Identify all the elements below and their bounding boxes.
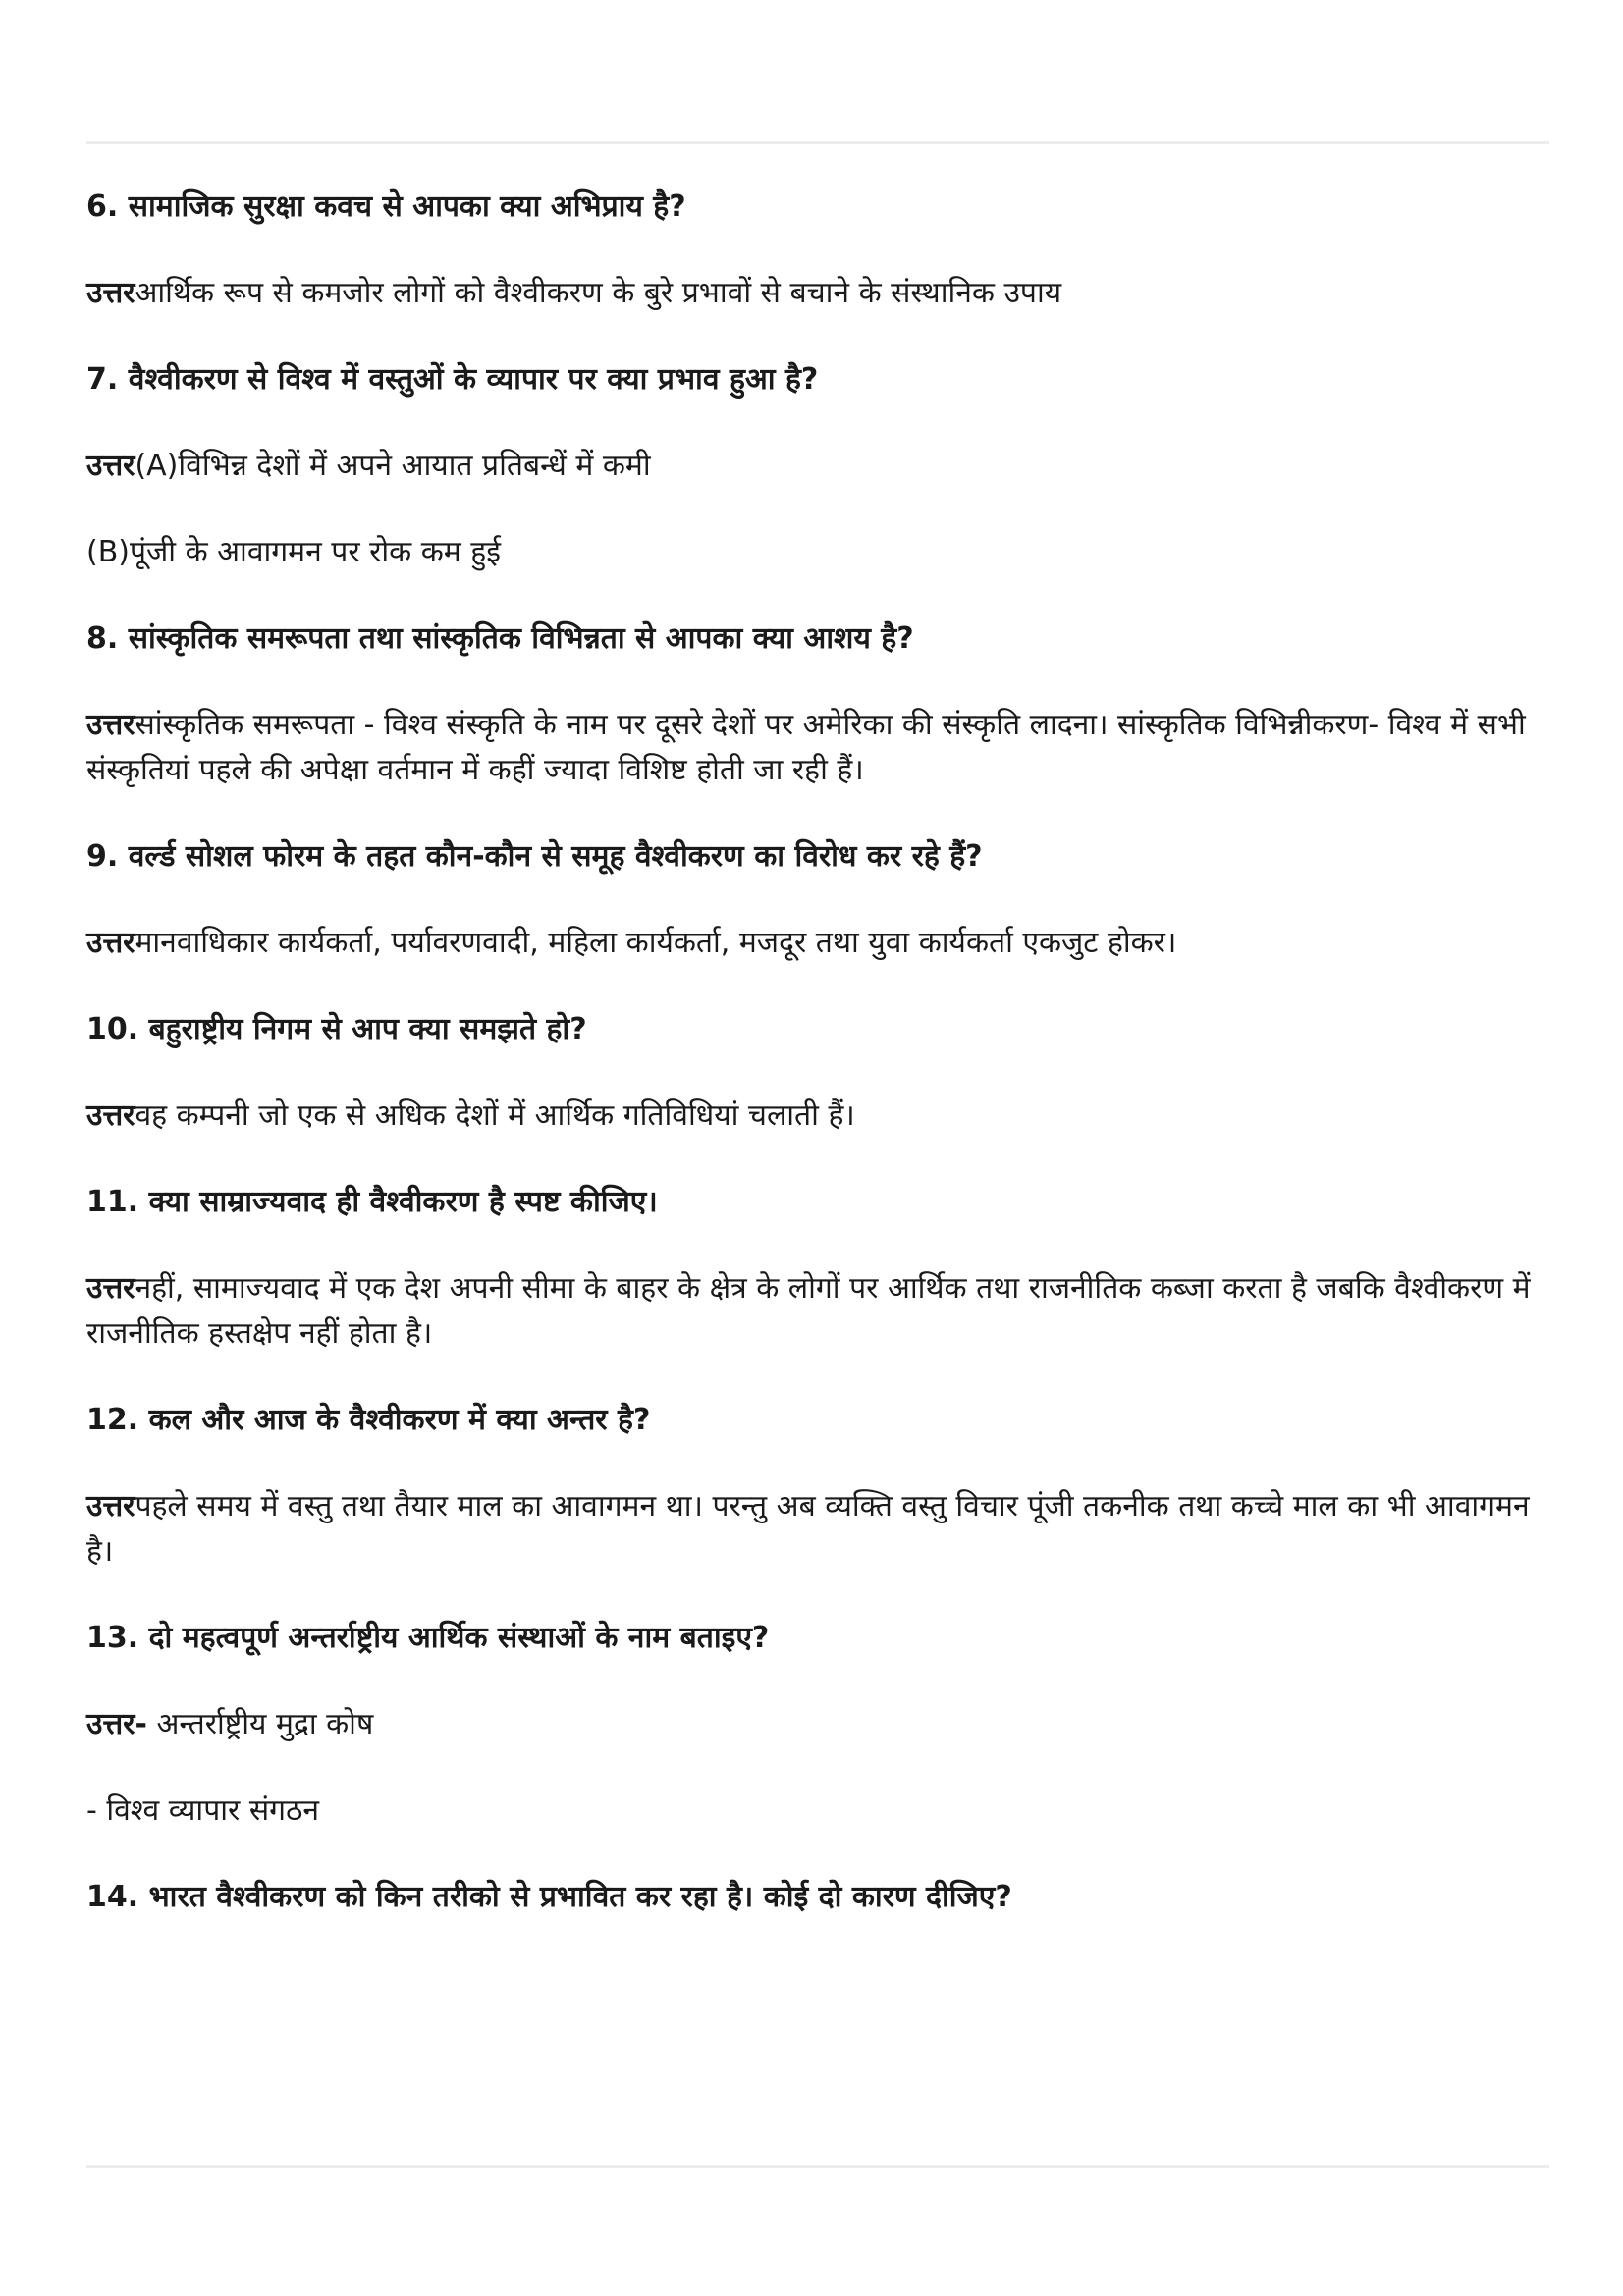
question-13: 13. दो महत्वपूर्ण अन्तर्राष्ट्रीय आर्थिक संस्थाओं के नाम बताइए? [86,1621,770,1655]
top-divider [86,141,1549,144]
answer-label: उत्तर [86,708,135,742]
question-10: 10. बहुराष्ट्रीय निगम से आप क्या समझते हो? [86,1012,587,1046]
answer-13b [86,1789,1540,1834]
answer-text: सांस्कृतिक समरूपता - विश्व संस्कृति के नाम पर दूसरे देशों पर अमेरिका की संस्कृति लादना। सांस्कृतिक विभिन्नीकरण- विश्व में सभी संस्कृतियां पहले की अपेक्षा वर्तमान में कहीं ज्यादा विशिष्ट होती जा रही हैं। [86,708,1526,787]
answer-6 [86,271,1540,316]
answer-7b [86,530,1540,575]
answer-label: उत्तर [86,276,135,310]
answer-text: (B)पूंजी के आवागमन पर रोक कम हुई [86,535,501,569]
bottom-divider [86,2165,1549,2168]
qa-content [86,185,1540,1961]
question-9: 9. वर्ल्ड सोशल फोरम के तहत कौन-कौन से समूह वैश्वीकरण का विरोध कर रहे हैं? [86,839,983,874]
question-11: 11. क्या साम्राज्यवाद ही वैश्वीकरण है स्पष्ट कीजिए। [86,1185,658,1219]
answer-text: पहले समय में वस्तु तथा तैयार माल का आवागमन था। परन्तु अब व्यक्ति वस्तु विचार पूंजी तकनीक तथा कच्चे माल का भी आवागमन है। [86,1489,1530,1569]
answer-text: - विश्व व्यापार संगठन [86,1793,320,1828]
question-6: 6. सामाजिक सुरक्षा कवच से आपका क्या अभिप्राय है? [86,189,686,224]
answer-text: आर्थिक रूप से कमजोर लोगों को वैश्वीकरण के बुरे प्रभावों से बचाने के संस्थानिक उपाय [135,276,1062,310]
question-8: 8. सांस्कृतिक समरूपता तथा सांस्कृतिक विभिन्नता से आपका क्या आशय है? [86,621,914,656]
answer-text: अन्तर्राष्ट्रीय मुद्रा कोष [146,1707,374,1741]
answer-text: मानवाधिकार कार्यकर्ता, पर्यावरणवादी, महिला कार्यकर्ता, मजदूर तथा युवा कार्यकर्ता एकजुट होकर। [135,926,1177,960]
answer-11 [86,1266,1540,1357]
answer-10 [86,1094,1540,1139]
answer-13a [86,1702,1540,1747]
answer-8 [86,703,1540,793]
answer-text: नहीं, सामाज्यवाद में एक देश अपनी सीमा के बाहर के क्षेत्र के लोगों पर आर्थिक तथा राजनीतिक कब्जा करता है जबकि वैश्वीकरण में राजनीतिक हस्तक्षेप नहीं होता है। [86,1271,1531,1351]
answer-label: उत्तर [86,1489,135,1523]
answer-label: उत्तर [86,1098,135,1133]
answer-text: (A)विभिन्न देशों में अपने आयात प्रतिबन्धें में कमी [135,449,651,483]
question-12: 12. कल और आज के वैश्वीकरण में क्या अन्तर है? [86,1403,651,1437]
question-7: 7. वैश्वीकरण से विश्व में वस्तुओं के व्यापार पर क्या प्रभाव हुआ है? [86,362,819,397]
answer-label: उत्तर- [86,1707,147,1741]
answer-12 [86,1484,1540,1575]
answer-7a [86,444,1540,489]
question-14: 14. भारत वैश्वीकरण को किन तरीको से प्रभावित कर रहा है। कोई दो कारण दीजिए? [86,1880,1012,1914]
answer-label: उत्तर [86,926,135,960]
answer-label: उत्तर [86,1271,135,1306]
answer-text: वह कम्पनी जो एक से अधिक देशों में आर्थिक गतिविधियां चलाती हैं। [135,1098,855,1133]
answer-label: उत्तर [86,449,135,483]
answer-9 [86,921,1540,966]
